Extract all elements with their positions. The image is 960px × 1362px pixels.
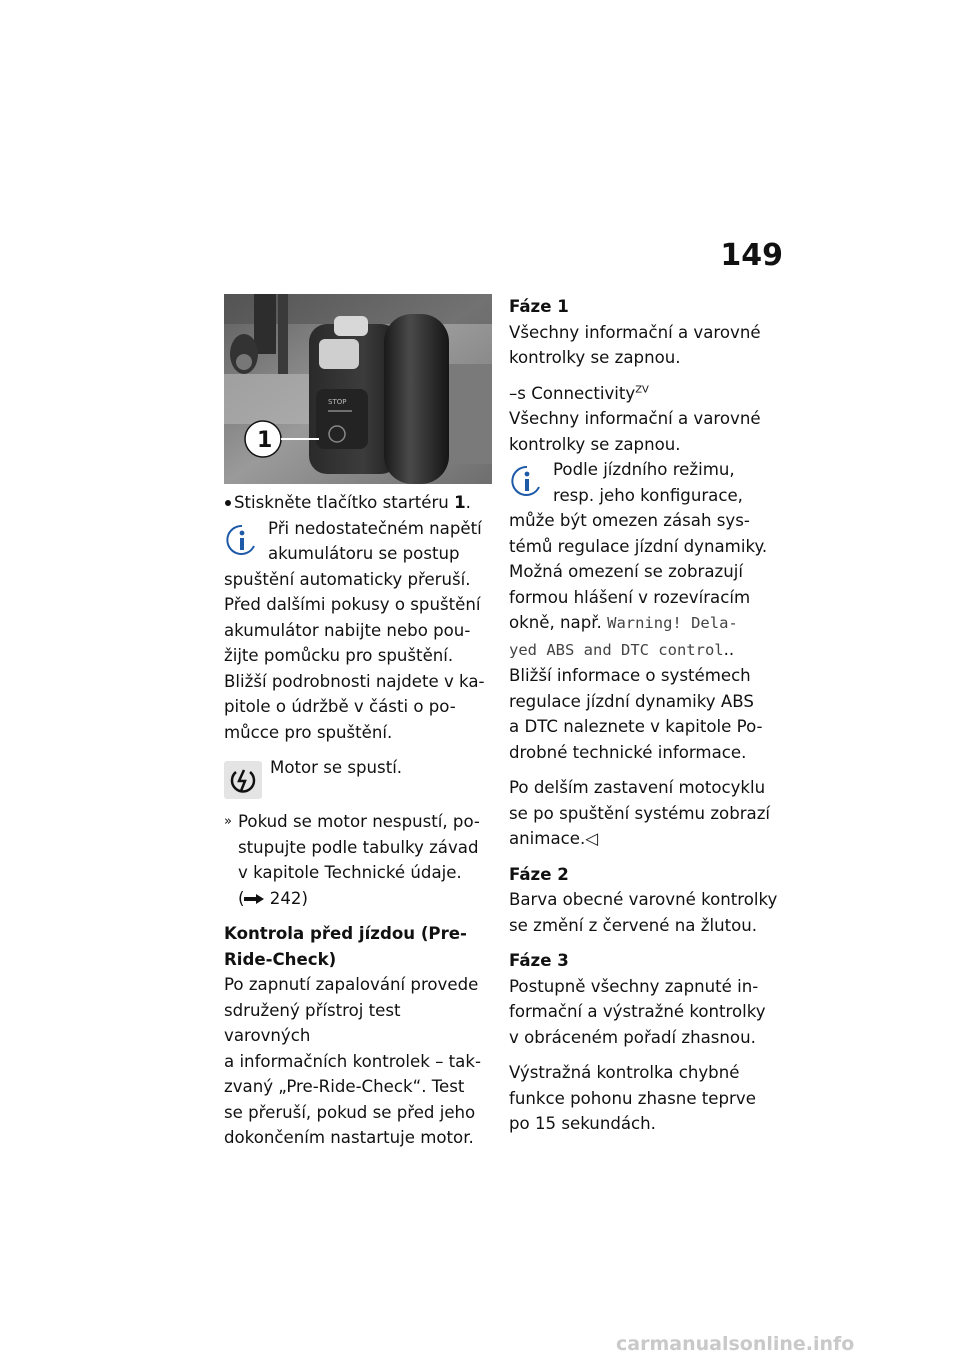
note-line: resp. jeho konfigurace, (553, 485, 743, 505)
note-line: žijte pomůcku pro spuštění. (224, 646, 454, 665)
instruction-line: stupujte podle tabulky závad (238, 837, 479, 857)
phase3-title: Fáze 3 (509, 951, 569, 970)
note-line: Bližší podrobnosti najdete v ka- (224, 671, 485, 691)
motor-result (224, 755, 492, 799)
note-line: může být omezen zásah sys- (509, 511, 750, 530)
watermark: carmanualsonline.info (616, 1333, 855, 1355)
phase2-line: Barva obecné varovné kontrolky (509, 890, 778, 909)
section-heading: Ride-Check) (224, 949, 337, 969)
connectivity-line: Všechny informační a varovné (509, 409, 761, 428)
page-ref-arrow-icon (244, 894, 264, 904)
note-line: akumulátoru se postup (268, 544, 460, 563)
note-line: a DTC naleznete v kapitole Po- (509, 717, 763, 736)
note-line: můcce pro spuštění. (224, 722, 393, 742)
phase2-line: se změní z červené na žlutou. (509, 915, 758, 935)
info-icon (509, 463, 545, 499)
arrow-mark: » (224, 814, 232, 829)
connectivity-label: –s Connectivity$^{ZV}$ (509, 383, 649, 403)
page-number: 149 (720, 238, 783, 273)
paragraph-line: sdružený přístroj test varovných (224, 1000, 401, 1045)
note-line: Při nedostatečném napětí (268, 518, 482, 538)
phase3-line: formační a výstražné kontrolky (509, 1002, 766, 1021)
page-reference[interactable]: ( 242) (238, 888, 308, 908)
note-line: Podle jízdního režimu, (553, 460, 735, 479)
note-line: okně, např. Warning! Dela- (509, 613, 738, 632)
animation-line: animace.◁ (509, 829, 598, 848)
instruction-line: Pokud se motor nespustí, po- (238, 812, 480, 831)
troubleshoot-instruction (224, 809, 492, 911)
note-line: Možná omezení se zobrazují (509, 562, 743, 581)
note-line: drobné technické informace. (509, 742, 747, 762)
battery-note (224, 516, 492, 746)
instruction-line: v kapitole Technické údaje. (238, 863, 462, 882)
start-instruction: Stiskněte tlačítko startéru 1. (224, 490, 492, 516)
motor-text: Motor se spustí. (270, 758, 403, 777)
note-line: Před dalšími pokusy o spuštění (224, 595, 481, 614)
section-heading: Kontrola před jízdou (Pre- (224, 924, 467, 943)
note-line: pitole o údržbě v části o po- (224, 697, 456, 716)
phase3-line: Postupně všechny zapnuté in- (509, 976, 759, 996)
phase1-line: Všechny informační a varovné (509, 322, 761, 342)
paragraph-line: zvaný „Pre-Ride-Check“. Test (224, 1077, 465, 1096)
display-message: yed ABS and DTC control (509, 640, 724, 659)
note-line: akumulátor nabijte nebo pou- (224, 620, 471, 640)
connectivity-line: kontrolky se zapnou. (509, 434, 681, 454)
display-message: Warning! Dela- (607, 614, 738, 632)
left-column (224, 294, 492, 1151)
paragraph-line: se přeruší, pokud se před jeho (224, 1102, 476, 1122)
right-column (509, 294, 784, 1137)
note-line: regulace jízdní dynamiky ABS (509, 691, 754, 711)
info-icon (224, 522, 260, 558)
note-line: yed ABS and DTC control.. (509, 639, 735, 659)
handlebar-switch-photo (224, 294, 492, 484)
final-line: funkce pohonu zhasne teprve (509, 1088, 756, 1108)
engine-start-icon (224, 761, 262, 799)
paragraph-line: a informačních kontrolek – tak- (224, 1051, 481, 1071)
phase1-line: kontrolky se zapnou. (509, 348, 681, 367)
figure-callout: 1 (257, 428, 273, 453)
paragraph-line: Po zapnutí zapalování provede (224, 975, 479, 994)
riding-mode-note (509, 457, 784, 765)
phase3-line: v obráceném pořadí zhasnou. (509, 1027, 756, 1047)
svg-text:STOP: STOP (328, 398, 347, 406)
animation-line: Po delším zastavení motocyklu (509, 778, 766, 797)
note-line: témů regulace jízdní dynamiky. (509, 536, 768, 556)
note-line: spuštění automaticky přeruší. (224, 569, 471, 589)
final-line: Výstražná kontrolka chybné (509, 1063, 740, 1082)
note-line: formou hlášení v rozevíracím (509, 587, 751, 607)
phase2-title: Fáze 2 (509, 864, 569, 884)
phase1-title: Fáze 1 (509, 297, 569, 316)
paragraph-line: dokončením nastartuje motor. (224, 1128, 474, 1147)
animation-line: se po spuštění systému zobrazí (509, 803, 771, 823)
note-line: Bližší informace o systémech (509, 666, 751, 685)
final-line: po 15 sekundách. (509, 1114, 656, 1133)
